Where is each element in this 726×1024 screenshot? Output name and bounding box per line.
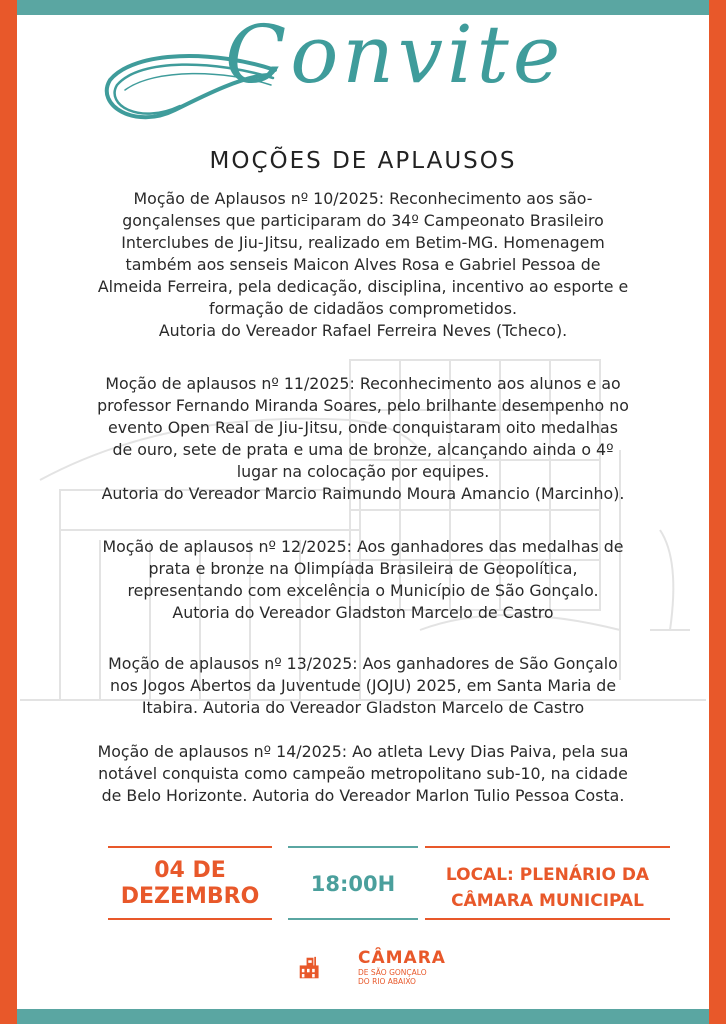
motion-line: Moção de aplausos nº 13/2025: Aos ganhadores de São Gonçalo <box>108 654 618 673</box>
event-time: 18:00H <box>310 872 396 896</box>
event-date-month: DEZEMBRO <box>120 884 260 909</box>
motion-line: evento Open Real de Jiu-Jitsu, onde conquistaram oito medalhas <box>108 418 618 437</box>
camara-logo-icon <box>298 940 358 996</box>
place-top-rule <box>425 846 670 848</box>
event-place-line2: CÂMARA MUNICIPAL <box>451 891 644 911</box>
event-date-day: 04 DE <box>154 858 226 883</box>
page-subtitle: MOÇÕES DE APLAUSOS <box>209 148 517 174</box>
motion-line: de Belo Horizonte. Autoria do Vereador Marlon Tulio Pessoa Costa. <box>101 786 625 805</box>
motion-line: de ouro, sete de prata e uma de bronze, alcançando ainda o 4º <box>112 440 614 459</box>
logo-subtitle <box>358 968 427 986</box>
motion-line: Interclubes de Jiu-Jitsu, realizado em Betim-MG. Homenagem <box>121 233 605 252</box>
motion-line: Moção de aplausos nº 12/2025: Aos ganhadores das medalhas de <box>102 537 624 556</box>
motion-line: Moção de aplausos nº 11/2025: Reconhecimento aos alunos e ao <box>105 374 621 393</box>
time-bottom-rule <box>288 918 418 920</box>
motion-line: professor Fernando Miranda Soares, pelo brilhante desempenho no <box>97 396 629 415</box>
logo-name: CÂMARA <box>358 948 446 968</box>
motion-line: prata e bronze na Olimpíada Brasileira de Geopolítica, <box>148 559 578 578</box>
motion-item-10 <box>40 188 686 342</box>
time-top-rule <box>288 846 418 848</box>
motion-line: lugar na colocação por equipes. <box>236 462 490 481</box>
date-bottom-rule <box>108 918 272 920</box>
event-place <box>425 862 670 914</box>
logo-sub-line1: DE SÃO GONÇALO <box>358 968 427 977</box>
motion-line: Moção de Aplausos nº 10/2025: Reconhecimento aos são- <box>133 189 593 208</box>
motion-line: notável conquista como campeão metropolitano sub-10, na cidade <box>98 764 628 783</box>
place-bottom-rule <box>425 918 670 920</box>
event-date <box>108 858 272 910</box>
motion-line: Moção de aplausos nº 14/2025: Ao atleta Levy Dias Paiva, pela sua <box>97 742 629 761</box>
motion-line: nos Jogos Abertos da Juventude (JOJU) 2025, em Santa Maria de <box>109 676 617 695</box>
motion-line: Almeida Ferreira, pela dedicação, disciplina, incentivo ao esporte e <box>97 277 629 296</box>
motion-line: também aos senseis Maicon Alves Rosa e Gabriel Pessoa de <box>125 255 601 274</box>
motion-item-14 <box>40 741 686 807</box>
motion-line: gonçalenses que participaram do 34º Campeonato Brasileiro <box>122 211 604 230</box>
motion-line: Autoria do Vereador Gladston Marcelo de Castro <box>172 603 554 622</box>
motion-line: Itabira. Autoria do Vereador Gladston Marcelo de Castro <box>141 698 585 717</box>
invitation-title: Convite <box>225 8 565 101</box>
motion-item-11 <box>40 373 686 505</box>
motion-line: representando com excelência o Município de São Gonçalo. <box>127 581 599 600</box>
bottom-border <box>17 1009 709 1024</box>
motion-line: formação de cidadãos comprometidos. <box>209 299 517 318</box>
date-top-rule <box>108 846 272 848</box>
event-place-line1: LOCAL: PLENÁRIO DA <box>445 865 650 885</box>
motion-item-13 <box>40 653 686 719</box>
motion-line: Autoria do Vereador Rafael Ferreira Neves (Tcheco). <box>158 321 568 340</box>
motion-item-12 <box>40 536 686 624</box>
motion-line: Autoria do Vereador Marcio Raimundo Moura Amancio (Marcinho). <box>101 484 625 503</box>
logo-sub-line2: DO RIO ABAIXO <box>358 977 416 986</box>
